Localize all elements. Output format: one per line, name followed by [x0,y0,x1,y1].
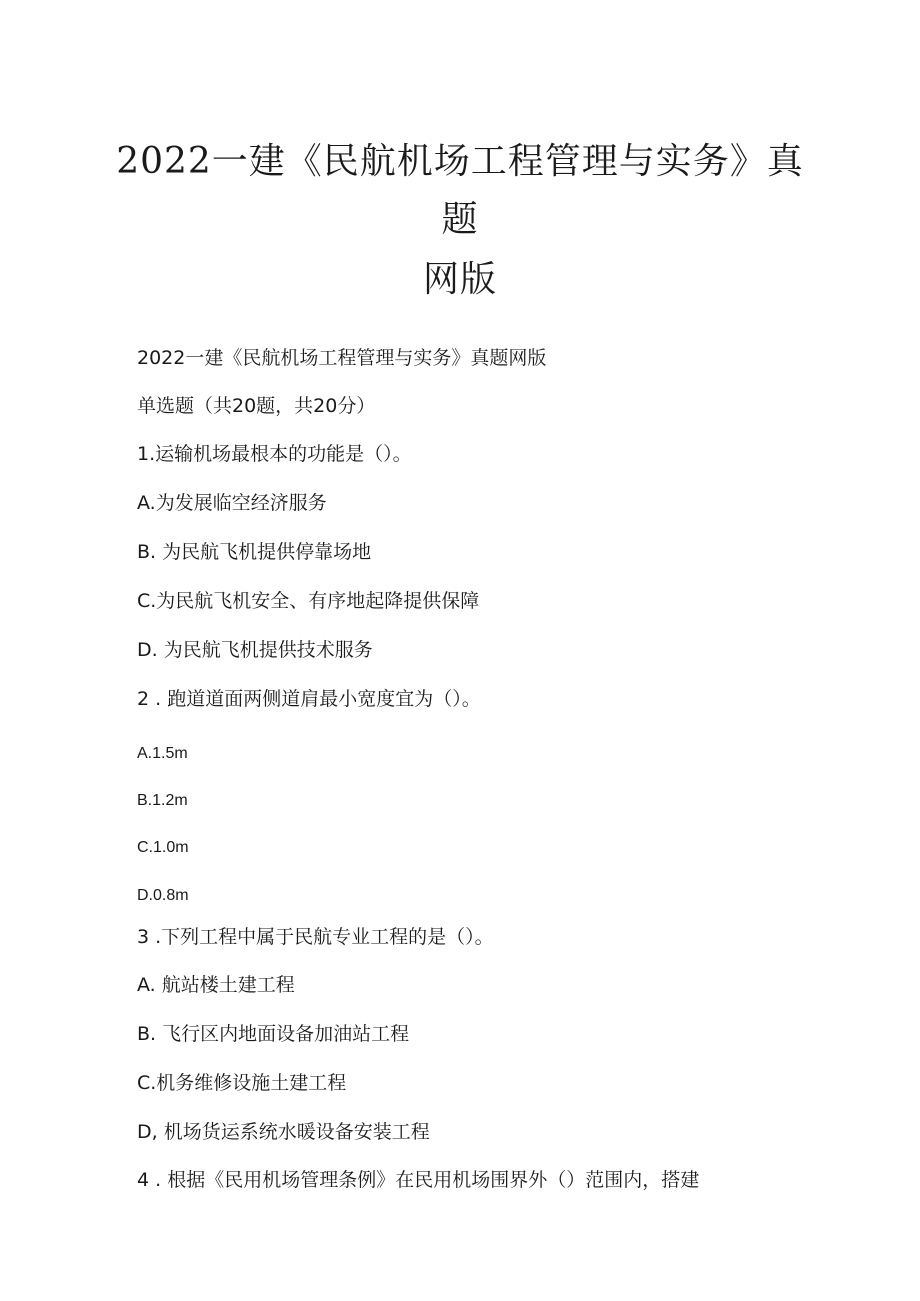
question-3-option-c: C.机务维修设施土建工程 [137,1072,347,1094]
question-1-option-d: D. 为民航飞机提供技术服务 [137,639,373,661]
question-2-stem: 2 . 跑道道面两侧道肩最小宽度宜为（）。 [137,688,481,710]
question-1-option-b: B. 为民航飞机提供停靠场地 [137,541,372,563]
document-title-line-3: 网版 [422,259,497,300]
question-1-option-c: C.为民航飞机安全、有序地起降提供保障 [137,590,480,612]
question-3-option-a: A. 航站楼土建工程 [137,974,295,996]
document-subtitle: 2022一建《民航机场工程管理与实务》真题网版 [137,347,547,369]
question-2-option-d: D.0.8m [137,887,189,904]
question-3-option-b: B. 飞行区内地面设备加油站工程 [137,1023,410,1045]
question-2-option-c: C.1.0m [137,839,189,856]
question-3-option-d: D, 机场货运系统水暖设备安装工程 [137,1121,430,1143]
question-1-option-a: A.为发展临空经济服务 [137,492,327,514]
document-title-line-1: 2022一建《民航机场工程管理与实务》真 [116,141,804,182]
question-3-stem: 3 .下列工程中属于民航专业工程的是（）。 [137,926,494,948]
question-2-option-a: A.1.5m [137,745,188,762]
question-1-stem: 1.运输机场最根本的功能是（）。 [137,443,412,465]
document-title-line-2: 题 [441,199,479,240]
question-4-stem: 4 . 根据《民用机场管理条例》在民用机场围界外（）范围内，搭建 [137,1169,700,1191]
section-heading: 单选题（共20题，共20分） [137,395,376,417]
question-2-option-b: B.1.2m [137,792,188,809]
